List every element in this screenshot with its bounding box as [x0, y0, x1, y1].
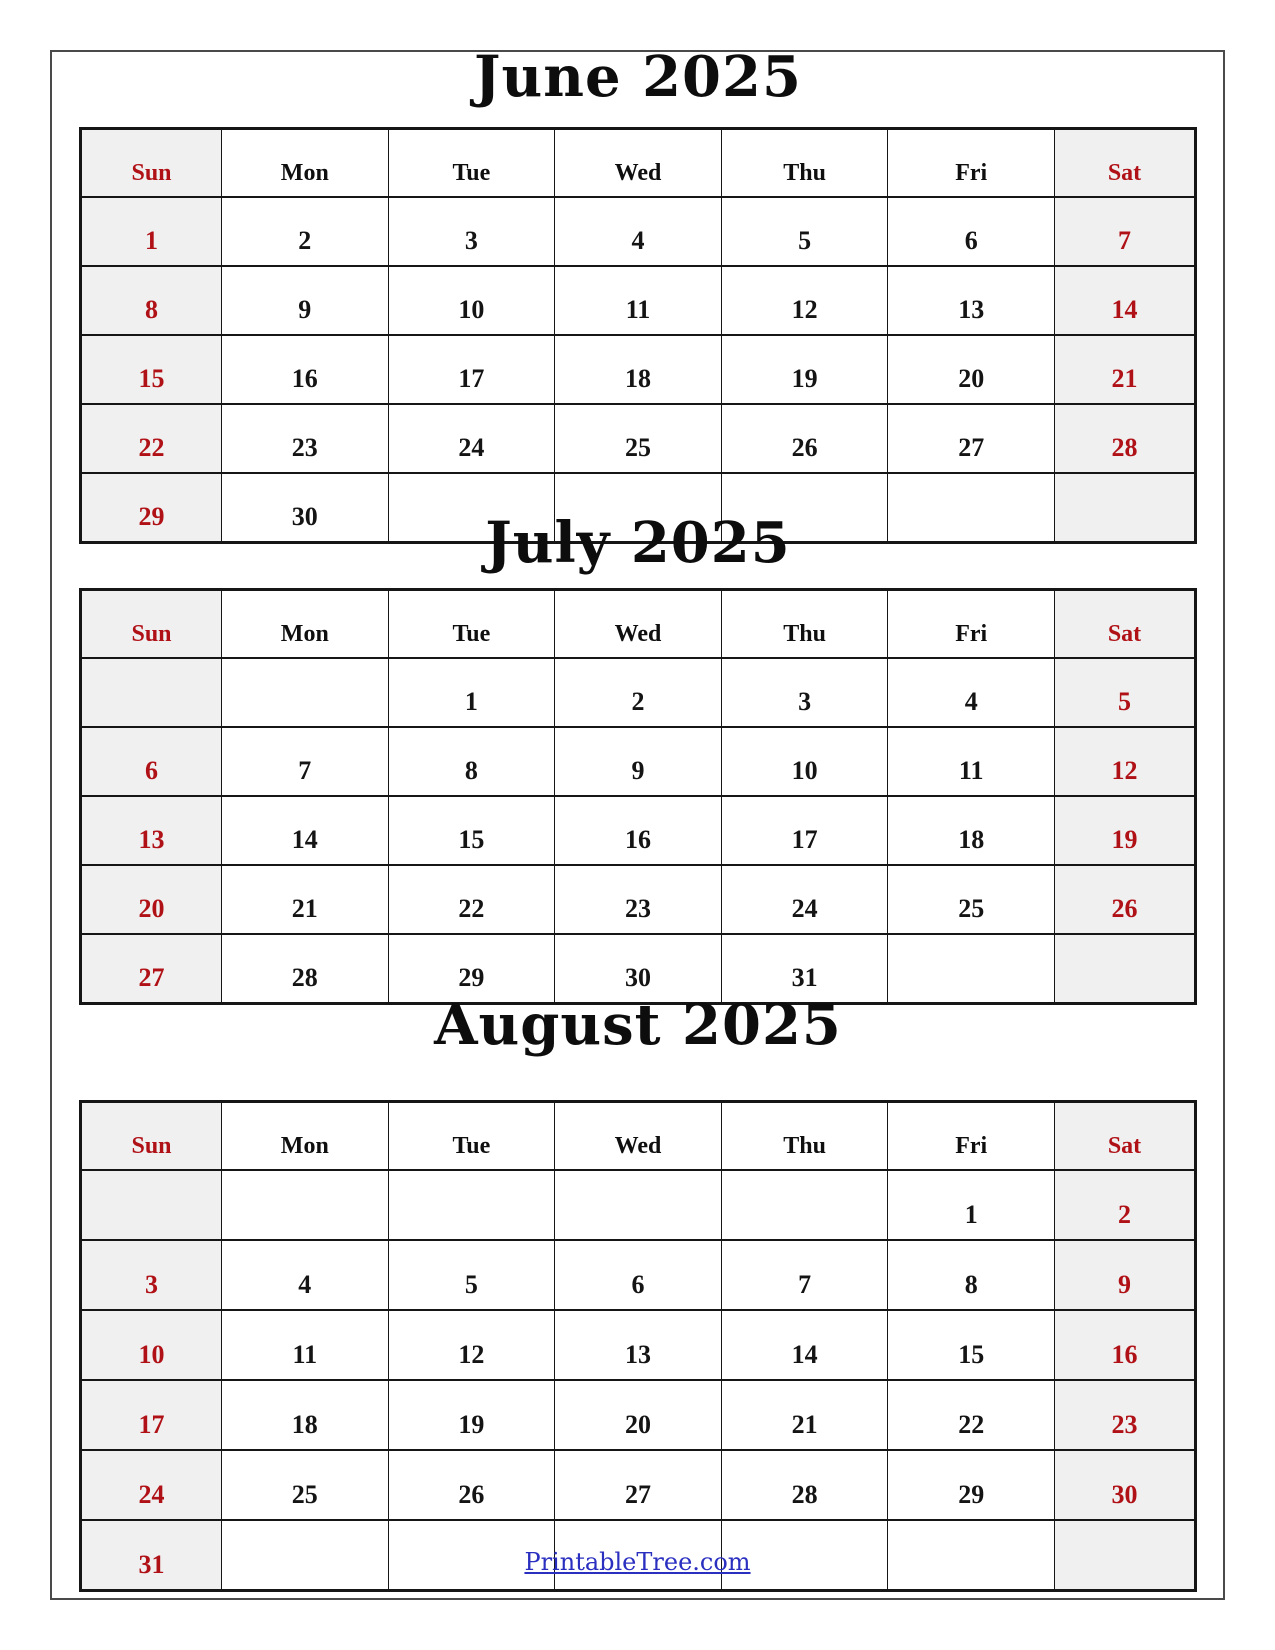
day-cell: 21 — [1055, 335, 1196, 404]
empty-day-cell — [81, 1170, 222, 1240]
day-cell: 3 — [388, 197, 555, 266]
day-cell: 20 — [888, 335, 1055, 404]
week-row — [81, 1170, 1196, 1240]
day-cell: 15 — [81, 335, 222, 404]
day-cell: 9 — [1055, 1240, 1196, 1310]
day-cell: 25 — [555, 404, 722, 473]
day-cell: 17 — [388, 335, 555, 404]
day-header-cell: Fri — [888, 1102, 1055, 1171]
day-cell: 14 — [721, 1310, 888, 1380]
calendar-table — [79, 127, 1197, 544]
day-cell: 4 — [555, 197, 722, 266]
day-header-cell: Tue — [388, 129, 555, 198]
day-header-cell: Fri — [888, 590, 1055, 659]
day-cell: 12 — [388, 1310, 555, 1380]
week-row — [81, 1450, 1196, 1520]
day-cell: 23 — [1055, 1380, 1196, 1450]
calendar-table — [79, 1100, 1197, 1592]
week-row — [81, 727, 1196, 796]
day-cell: 12 — [721, 266, 888, 335]
day-cell: 10 — [721, 727, 888, 796]
day-cell: 30 — [222, 473, 389, 543]
day-cell: 6 — [555, 1240, 722, 1310]
day-cell: 20 — [81, 865, 222, 934]
day-header-cell: Sat — [1055, 590, 1196, 659]
day-cell: 1 — [888, 1170, 1055, 1240]
day-header-cell: Thu — [721, 129, 888, 198]
day-cell: 29 — [388, 934, 555, 1004]
day-cell: 24 — [721, 865, 888, 934]
calendar-table — [79, 588, 1197, 1005]
day-cell: 13 — [555, 1310, 722, 1380]
day-cell: 29 — [888, 1450, 1055, 1520]
day-cell: 19 — [388, 1380, 555, 1450]
day-cell: 12 — [1055, 727, 1196, 796]
day-header-cell: Sun — [81, 129, 222, 198]
day-cell: 29 — [81, 473, 222, 543]
empty-day-cell — [388, 1170, 555, 1240]
day-cell: 2 — [222, 197, 389, 266]
day-header-cell: Thu — [721, 1102, 888, 1171]
day-cell: 3 — [721, 658, 888, 727]
week-row — [81, 796, 1196, 865]
empty-day-cell — [721, 1170, 888, 1240]
day-cell: 16 — [555, 796, 722, 865]
week-row — [81, 1310, 1196, 1380]
day-cell: 15 — [388, 796, 555, 865]
day-header-cell: Mon — [222, 129, 389, 198]
day-header-row — [81, 590, 1196, 659]
day-cell: 18 — [888, 796, 1055, 865]
day-cell: 23 — [222, 404, 389, 473]
day-cell: 13 — [81, 796, 222, 865]
empty-day-cell — [81, 658, 222, 727]
day-cell: 10 — [81, 1310, 222, 1380]
day-cell: 21 — [721, 1380, 888, 1450]
day-cell: 24 — [81, 1450, 222, 1520]
day-header-cell: Sat — [1055, 129, 1196, 198]
day-header-cell: Sun — [81, 1102, 222, 1171]
day-cell: 21 — [222, 865, 389, 934]
day-cell: 2 — [1055, 1170, 1196, 1240]
day-cell: 7 — [1055, 197, 1196, 266]
day-header-cell: Thu — [721, 590, 888, 659]
day-cell: 7 — [721, 1240, 888, 1310]
day-cell: 5 — [721, 197, 888, 266]
day-cell: 23 — [555, 865, 722, 934]
day-cell: 30 — [555, 934, 722, 1004]
day-cell: 14 — [222, 796, 389, 865]
day-cell: 17 — [81, 1380, 222, 1450]
month-title: June 2025 — [474, 44, 802, 110]
day-cell: 27 — [888, 404, 1055, 473]
empty-day-cell — [222, 1170, 389, 1240]
day-cell: 30 — [1055, 1450, 1196, 1520]
day-cell: 8 — [388, 727, 555, 796]
week-row — [81, 865, 1196, 934]
day-cell: 9 — [555, 727, 722, 796]
day-cell: 16 — [1055, 1310, 1196, 1380]
day-header-cell: Fri — [888, 129, 1055, 198]
day-cell: 10 — [388, 266, 555, 335]
day-cell: 25 — [888, 865, 1055, 934]
day-cell: 11 — [222, 1310, 389, 1380]
day-header-cell: Mon — [222, 1102, 389, 1171]
day-cell: 27 — [555, 1450, 722, 1520]
empty-day-cell — [555, 1170, 722, 1240]
day-cell: 18 — [555, 335, 722, 404]
day-cell: 17 — [721, 796, 888, 865]
day-cell: 5 — [1055, 658, 1196, 727]
day-cell: 1 — [81, 197, 222, 266]
day-header-row — [81, 129, 1196, 198]
day-cell: 26 — [388, 1450, 555, 1520]
day-header-cell: Wed — [555, 590, 722, 659]
day-cell: 31 — [721, 934, 888, 1004]
day-cell: 28 — [721, 1450, 888, 1520]
day-header-cell: Sat — [1055, 1102, 1196, 1171]
day-cell: 19 — [721, 335, 888, 404]
day-cell: 9 — [222, 266, 389, 335]
day-cell: 7 — [222, 727, 389, 796]
day-cell: 19 — [1055, 796, 1196, 865]
day-cell: 4 — [888, 658, 1055, 727]
week-row — [81, 266, 1196, 335]
month-title: July 2025 — [485, 510, 791, 576]
empty-day-cell — [222, 658, 389, 727]
week-row — [81, 1380, 1196, 1450]
day-header-cell: Wed — [555, 1102, 722, 1171]
month-section — [79, 40, 1197, 544]
day-cell: 25 — [222, 1450, 389, 1520]
day-cell: 8 — [888, 1240, 1055, 1310]
month-title: August 2025 — [434, 992, 842, 1058]
day-cell: 27 — [81, 934, 222, 1004]
day-cell: 3 — [81, 1240, 222, 1310]
day-cell: 26 — [1055, 865, 1196, 934]
day-cell: 28 — [222, 934, 389, 1004]
week-row — [81, 1240, 1196, 1310]
day-header-cell: Tue — [388, 590, 555, 659]
day-cell: 16 — [222, 335, 389, 404]
day-cell: 11 — [888, 727, 1055, 796]
day-cell: 22 — [888, 1380, 1055, 1450]
day-cell: 1 — [388, 658, 555, 727]
month-section — [79, 506, 1197, 1005]
day-cell: 22 — [81, 404, 222, 473]
day-cell: 2 — [555, 658, 722, 727]
day-cell: 15 — [888, 1310, 1055, 1380]
day-cell: 6 — [81, 727, 222, 796]
day-header-cell: Tue — [388, 1102, 555, 1171]
day-cell: 11 — [555, 266, 722, 335]
day-cell: 14 — [1055, 266, 1196, 335]
day-cell: 18 — [222, 1380, 389, 1450]
day-cell: 5 — [388, 1240, 555, 1310]
day-header-cell: Mon — [222, 590, 389, 659]
month-section — [79, 988, 1197, 1592]
day-header-cell: Wed — [555, 129, 722, 198]
week-row — [81, 404, 1196, 473]
day-cell: 6 — [888, 197, 1055, 266]
day-cell: 31 — [81, 1520, 222, 1591]
day-header-cell: Sun — [81, 590, 222, 659]
day-cell: 24 — [388, 404, 555, 473]
footer — [0, 1548, 1275, 1576]
day-cell: 26 — [721, 404, 888, 473]
day-cell: 13 — [888, 266, 1055, 335]
day-cell: 8 — [81, 266, 222, 335]
week-row — [81, 197, 1196, 266]
day-cell: 4 — [222, 1240, 389, 1310]
footer-link[interactable]: PrintableTree.com — [524, 1548, 751, 1576]
day-cell: 28 — [1055, 404, 1196, 473]
week-row — [81, 658, 1196, 727]
week-row — [81, 335, 1196, 404]
day-cell: 20 — [555, 1380, 722, 1450]
day-cell: 22 — [388, 865, 555, 934]
day-header-row — [81, 1102, 1196, 1171]
